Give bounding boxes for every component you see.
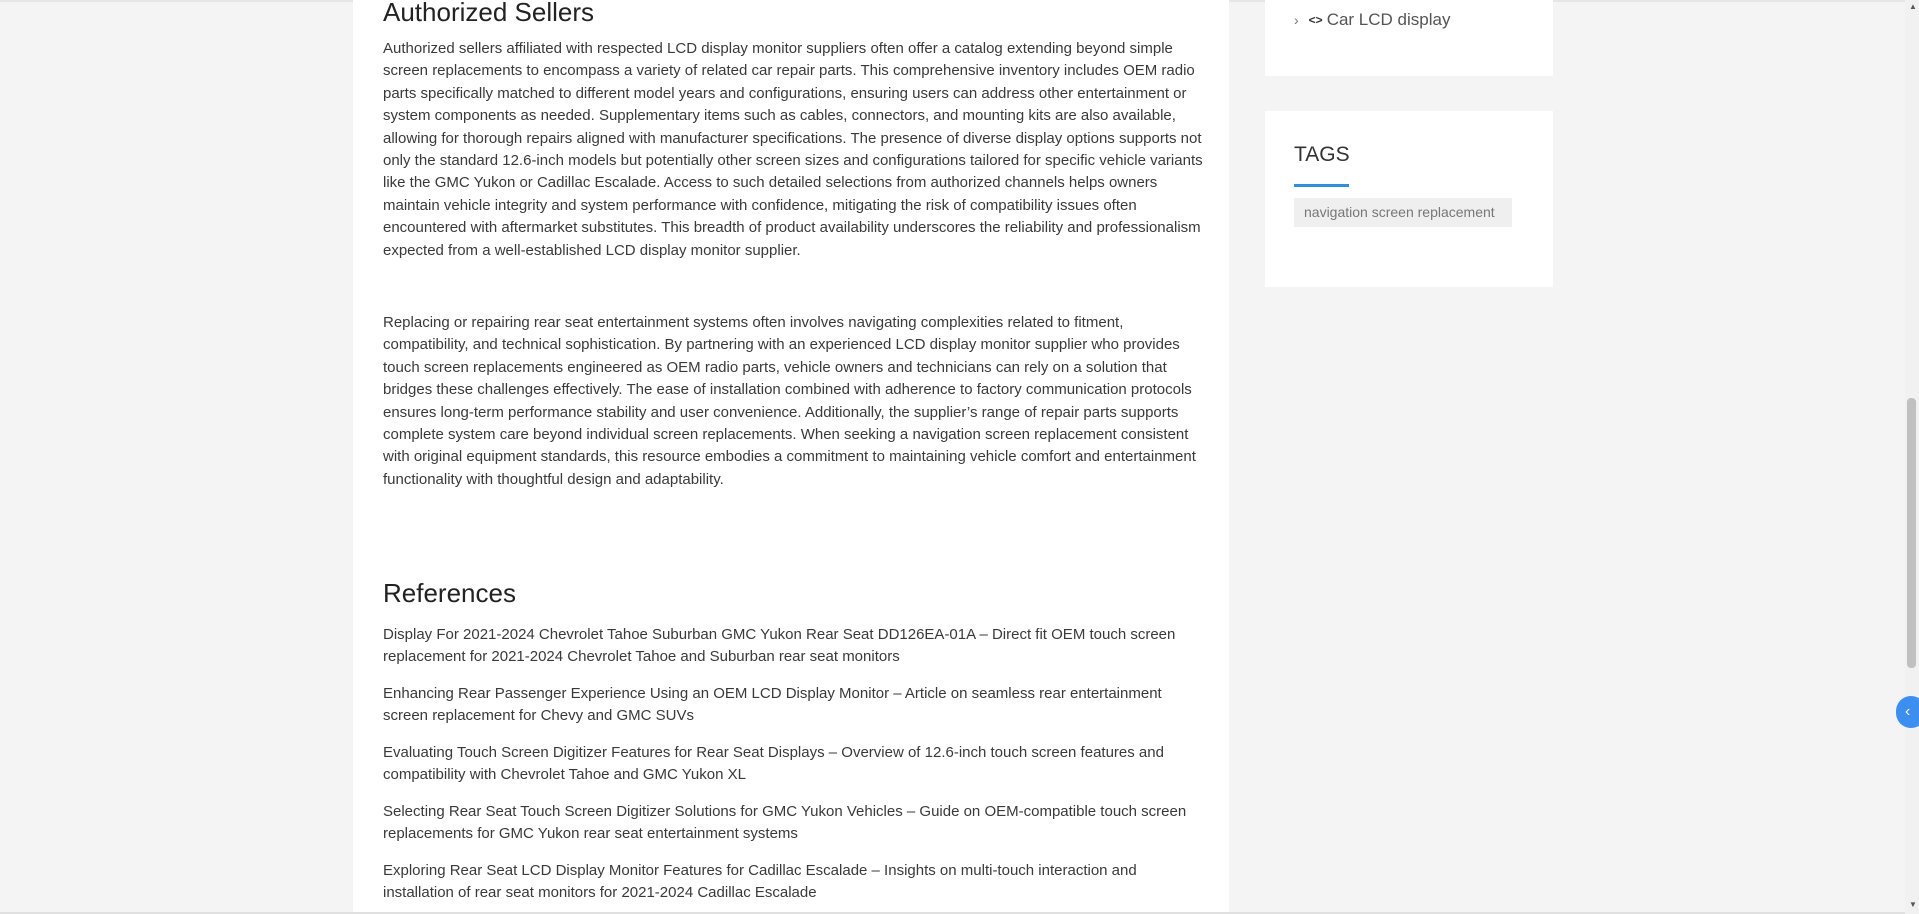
side-panel-toggle-button[interactable] — [1896, 696, 1919, 728]
reference-link[interactable]: Exploring Rear Seat LCD Display Monitor Features for Cadillac Escalade – Insights on multi-touch interaction and installation of rear seat monitors for 2021-2024 Cadillac Escalade — [383, 862, 1137, 901]
scroll-up-arrow-icon[interactable]: ▲ — [1909, 2, 1917, 11]
scroll-down-arrow-icon[interactable]: ▼ — [1909, 900, 1917, 909]
tags-title-underline — [1294, 184, 1349, 187]
category-item-label: Car LCD display — [1326, 10, 1451, 29]
category-item-car-lcd-display[interactable] — [1294, 10, 1450, 30]
tag-navigation-screen-replacement[interactable]: navigation screen replacement — [1294, 198, 1512, 227]
reference-item — [383, 624, 1203, 668]
scrollbar-thumb[interactable] — [1907, 398, 1916, 668]
tags-title: TAGS — [1294, 143, 1350, 166]
reference-item — [383, 742, 1203, 786]
paragraph-conclusion-container — [383, 312, 1203, 491]
tags-widget — [1265, 111, 1553, 287]
reference-link[interactable]: Evaluating Touch Screen Digitizer Features for Rear Seat Displays – Overview of 12.6-inch touch screen features and compatibility with Chevrolet Tahoe and GMC Yukon XL — [383, 744, 1164, 783]
reference-link[interactable]: Enhancing Rear Passenger Experience Using an OEM LCD Display Monitor – Article on seamless rear entertainment screen replacement for Chevy and GMC SUVs — [383, 685, 1162, 724]
article-panel — [353, 0, 1229, 914]
heading-references: References — [383, 578, 516, 608]
reference-item — [383, 860, 1203, 904]
paragraph-authorized-container — [383, 38, 1203, 262]
references-list — [383, 624, 1203, 914]
paragraph-conclusion: Replacing or repairing rear seat entertainment systems often involves navigating complexities related to fitment, compatibility, and technical sophistication. By partnering with an experienced LCD display monitor supplier who provides touch screen replacements engineered as OEM radio parts, vehicle owners and technicians can rely on a solution that bridges these challenges effectively. The ease of installation combined with adherence to factory communication protocols ensures long-term performance stability and user convenience. Additionally, the supplier’s range of repair parts supports complete system care beyond individual screen replacements. When seeking a navigation screen replacement consistent with original equipment standards, this resource embodies a commitment to maintaining vehicle comfort and entertainment functionality with thoughtful design and adaptability. — [383, 314, 1196, 488]
reference-item — [383, 801, 1203, 845]
heading-authorized-sellers: Authorized Sellers — [383, 0, 594, 27]
paragraph-authorized-sellers: Authorized sellers affiliated with respected LCD display monitor suppliers often offer a catalog extending beyond simple screen replacements to encompass a variety of related car repair parts. This comprehensive inventory includes OEM radio parts specifically matched to different model years and configurations, ensuring users can address other entertainment or system components as needed. Supplementary items such as cables, connectors, and mounting kits are also available, allowing for thorough repairs aligned with manufacturer specifications. The presence of diverse display options supports not only the standard 12.6-inch models but potentially other screen sizes and configurations tailored for specific vehicle variants like the GMC Yukon or Cadillac Escalade. Access to such detailed selections from authorized channels helps owners maintain vehicle integrity and system performance with confidence, mitigating the risk of compatibility issues often encountered with aftermarket substitutes. This breadth of product availability underscores the reliability and professionalism expected from a well-established LCD display monitor supplier. — [383, 40, 1203, 259]
categories-widget — [1265, 0, 1553, 76]
code-icon: <> — [1308, 13, 1323, 27]
reference-item — [383, 683, 1203, 727]
chevron-left-icon: ‹ — [1905, 703, 1911, 720]
reference-link[interactable]: Selecting Rear Seat Touch Screen Digitizer Solutions for GMC Yukon Vehicles – Guide on OEM-compatible touch screen replacements for GMC Yukon rear seat entertainment systems — [383, 803, 1187, 842]
reference-link[interactable]: Display For 2021-2024 Chevrolet Tahoe Suburban GMC Yukon Rear Seat DD126EA-01A – Direct fit OEM touch screen replacement for 2021-2024 Chevrolet Tahoe and Suburban rear seat monitors — [383, 626, 1176, 665]
chevron-right-icon: › — [1294, 12, 1299, 28]
